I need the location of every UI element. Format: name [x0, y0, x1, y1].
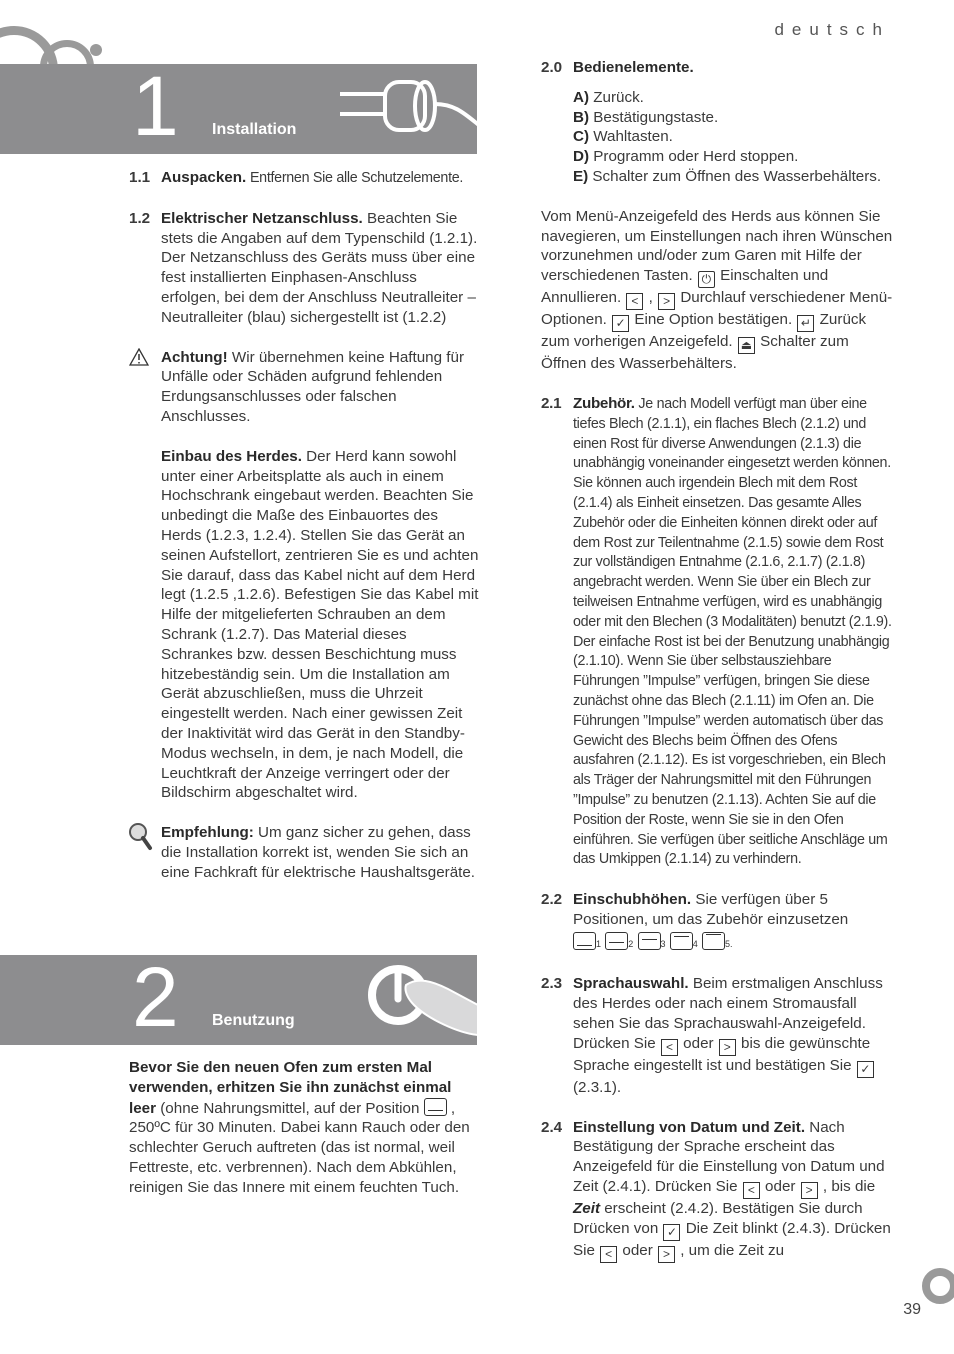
- list-item: E) Schalter zum Öffnen des Wasserbehälters.: [573, 167, 882, 185]
- item-number: 2.4: [541, 1118, 563, 1136]
- tray-position-icon: [424, 1098, 447, 1116]
- einbau-text: Der Herd kann sowohl unter einer Arbeitsplatte als auch in einem Hochschrank eingebaut werden. Beachten Sie unbedingt die Maße des Einbauortes des Herds (1.2.3, 1.2.4). Stellen Sie das Gerät an seinen Aufstellort, zentrieren Sie es und achten Sie darauf, dass das Kabel nicht auf dem Herd legt (1.2.5 ,1.2.6). Befestigen Sie das Kabel mit Hilfe der mitgelieferten Schrauben an dem Schrank (1.2.7). Das Material dieses Schrankes bzw. dessen Beschichtung muss hitzebeständig sein. Um die Installation am Gerät abzuschließen, muss die Uhrzeit eingestellt werden. Nach einer gewissen Zeit der Inaktivität wird das Gerät in den Standby-Modus wechseln, in dem, je nach Modell, die Leuchtkraft der Anzeige verringert oder der Bildschirm abgeschaltet wird.: [161, 447, 479, 802]
- item-heading: Zubehör.: [573, 394, 635, 412]
- item-heading: Elektrischer Netzanschluss.: [161, 209, 363, 227]
- shelf-position-icon: [638, 932, 661, 950]
- magnifier-icon: [127, 821, 153, 851]
- item-number: 2.0: [541, 59, 563, 76]
- item-2-2: [541, 890, 897, 954]
- check-icon: ✓: [663, 1224, 680, 1241]
- section-number: 2: [132, 955, 179, 1044]
- zeit-emphasis: Zeit: [573, 1200, 601, 1218]
- chevron-left-icon: <: [600, 1246, 617, 1263]
- check-icon: ✓: [857, 1061, 874, 1078]
- chevron-right-icon: >: [801, 1182, 818, 1199]
- chevron-right-icon: >: [658, 1246, 675, 1263]
- power-finger-icon: [358, 955, 477, 1045]
- item-number: 2.3: [541, 975, 563, 993]
- decorative-circle-bottom-right: [922, 1268, 954, 1304]
- shelf-positions: 1 2 3 4 5.: [573, 932, 897, 955]
- item-text: Je nach Modell verfügt man über eine tiefes Blech (2.1.1), ein flaches Blech (2.1.2) und einen Rost für diverse Anwendungen (2.1.3) die unabhängig voneinander eingesetzt werden können. Sie können auch irgendein Blech mit dem Rost (2.1.4) als Einheit einsetzen. Das gesamte Alles Zubehör oder die Einheiten können direkt oder auf dem Rost zur Teilentnahme (2.1.5) sowie dem Rost zur vollständigen Entnahme (2.1.6, 2.1.7) (2.1.8) angebracht werden. Wenn Sie über ein Blech zur teilweisen Entnahme verfügen, wird es unabhängig oder mit den Blechen (3 Modalitäten) benutzt (2.1.9). Der einfache Rost ist bei der Benutzung unabhängig (2.1.10). Wenn Sie über selbstausziehbare Führungen ”Impulse” verfügen, bringen Sie diese zunächst ohne das Blech (2.1.11) im Ofen an. Die Führungen ”Impulse” werden automatisch über das Gewicht des Blechs beim Öffnen des Ofens ausfahren (2.1.12). Es ist vorgeschrieben, ein Blech als Träger der Nahrungsmittel mit den Führungen ”Impulse” zu benutzen (2.1.13). Achten Sie auf die Position der Roste, wenn Sie sie in den Ofen einführen. Sie verfügen über seitliche Anschläge um das Umkippen (2.1.14) zu verhindern.: [573, 395, 892, 868]
- section-title: Benutzung: [212, 1012, 295, 1029]
- warning-icon: [129, 348, 149, 366]
- check-icon: ✓: [612, 315, 629, 332]
- shelf-position-icon: [702, 932, 725, 950]
- chevron-right-icon: >: [719, 1039, 736, 1056]
- item-heading: Bedienelemente.: [573, 59, 694, 76]
- decorative-dot: [90, 44, 102, 56]
- shelf-position-icon: [573, 932, 596, 950]
- item-heading: Einschubhöhen.: [573, 891, 692, 909]
- item-heading: Auspacken.: [161, 169, 247, 186]
- warning-note: [129, 348, 479, 804]
- plug-icon: [330, 64, 477, 154]
- item-number: 2.1: [541, 394, 562, 412]
- list-item: B) Bestätigungstaste.: [573, 108, 719, 126]
- list-item: D) Programm oder Herd stoppen.: [573, 148, 799, 166]
- chevron-right-icon: >: [658, 293, 675, 310]
- return-icon: ↵: [797, 315, 814, 332]
- chevron-left-icon: <: [626, 293, 643, 310]
- item-1-1: [129, 168, 479, 189]
- list-item: A) Zurück.: [573, 88, 644, 106]
- list-item: C) Wahltasten.: [573, 128, 673, 146]
- item-heading: Sprachauswahl.: [573, 975, 689, 993]
- tip-text: Um ganz sicher zu gehen, dass die Installation korrekt ist, wenden Sie sich an eine Fachkraft für elektrische Haushaltsgeräte.: [161, 824, 476, 881]
- usage-text-1: (ohne Nahrungsmittel, auf der Position: [156, 1099, 424, 1117]
- eject-icon: ⏏: [738, 337, 755, 354]
- right-column: [541, 58, 897, 1263]
- item-2-3: 2.3 Sprachauswahl. Beim erstmaligen Anschluss des Herdes oder nach einem Stromausfall sehen Sie das Sprachauswahl-Anzeigefeld. Drücken Sie < oder > bis die gewünschte Sprache eingestellt ist und bestätigen Sie ✓ (2.3.1).: [541, 975, 883, 1096]
- section-title: Installation: [212, 121, 297, 138]
- item-2-1: [541, 394, 897, 870]
- usage-bold: Bevor Sie den neuen Ofen zum ersten Mal verwenden, erhitzen Sie ihn zunächst einmal leer: [129, 1059, 452, 1117]
- item-number: 1.1: [129, 169, 151, 186]
- item-text: Entfernen Sie alle Schutzelemente.: [246, 170, 464, 186]
- item-heading: Einstellung von Datum und Zeit.: [573, 1118, 806, 1136]
- language-label: deutsch: [774, 20, 890, 39]
- item-1-2: [129, 209, 479, 328]
- power-key-icon: ⏻: [698, 271, 715, 288]
- shelf-position-icon: [670, 932, 693, 950]
- section-banner-benutzung: [0, 955, 477, 1045]
- controls-list: [541, 88, 897, 187]
- item-number: 1.2: [129, 209, 151, 227]
- left-column: [129, 168, 479, 883]
- item-2-0: [541, 58, 897, 78]
- tip-heading: Empfehlung:: [161, 824, 254, 842]
- page-number: 39: [903, 1301, 921, 1318]
- warning-heading: Achtung!: [161, 348, 228, 366]
- usage-paragraph: [129, 1058, 479, 1198]
- navigation-paragraph: Vom Menü-Anzeigefeld des Herds aus können Sie navegieren, um Einstellungen nach ihren Wünschen vorzunehmen und/oder zum Garen mit Hilfe der verschiedenen Tasten. ⏻ Einschalten und Annullieren. < , > Durchlauf verschiedener Menü-Optionen. ✓ Eine Option bestätigen. ↵ Zurück zum vorherigen Anzeigefeld. ⏏ Schalter zum Öffnen des Wasserbehälters.: [541, 207, 893, 373]
- item-number: 2.2: [541, 891, 563, 909]
- warning-text: Wir übernehmen keine Haftung für Unfälle oder Schäden aufgrund fehlenden Erdungsanschlusses oder falschen Anschlusses.: [161, 348, 465, 425]
- shelf-position-icon: [605, 932, 628, 950]
- item-text: Beachten Sie stets die Angaben auf dem Typenschild (1.2.1). Der Netzanschluss des Geräts muss über eine fest installierten Einphasen-Anschluss erfolgen, bei dem der Anschluss Neutralleiter – Neutralleiter (blau) sichergestellt ist (1.2.2): [161, 209, 478, 326]
- item-text: Sie verfügen über 5 Positionen, um das Zubehör einzusetzen: [573, 891, 849, 928]
- chevron-left-icon: <: [743, 1182, 760, 1199]
- einbau-heading: Einbau des Herdes.: [161, 447, 302, 465]
- section-banner-installation: [0, 64, 477, 154]
- chevron-left-icon: <: [661, 1039, 678, 1056]
- item-2-4: 2.4 Einstellung von Datum und Zeit. Nach Bestätigung der Sprache erscheint das Anzeigefeld für die Einstellung von Datum und Zeit (2.4.1). Drücken Sie < oder > , bis die Zeit erscheint (2.4.2). Bestätigen Sie durch Drücken von ✓ Die Zeit blinkt (2.4.3). Drücken Sie < oder > , um die Zeit zu: [541, 1118, 891, 1261]
- usage-text-2: , 250ºC für 30 Minuten. Dabei kann Rauch oder den schlechter Geruch auftreten (das ist normal, weil Fettreste, etc. verbrennen). Nach dem Abkühlen, reinigen Sie das Innere mit einem feuchten Tuch.: [129, 1099, 470, 1196]
- section-number: 1: [132, 64, 179, 153]
- tip-note: [129, 823, 479, 882]
